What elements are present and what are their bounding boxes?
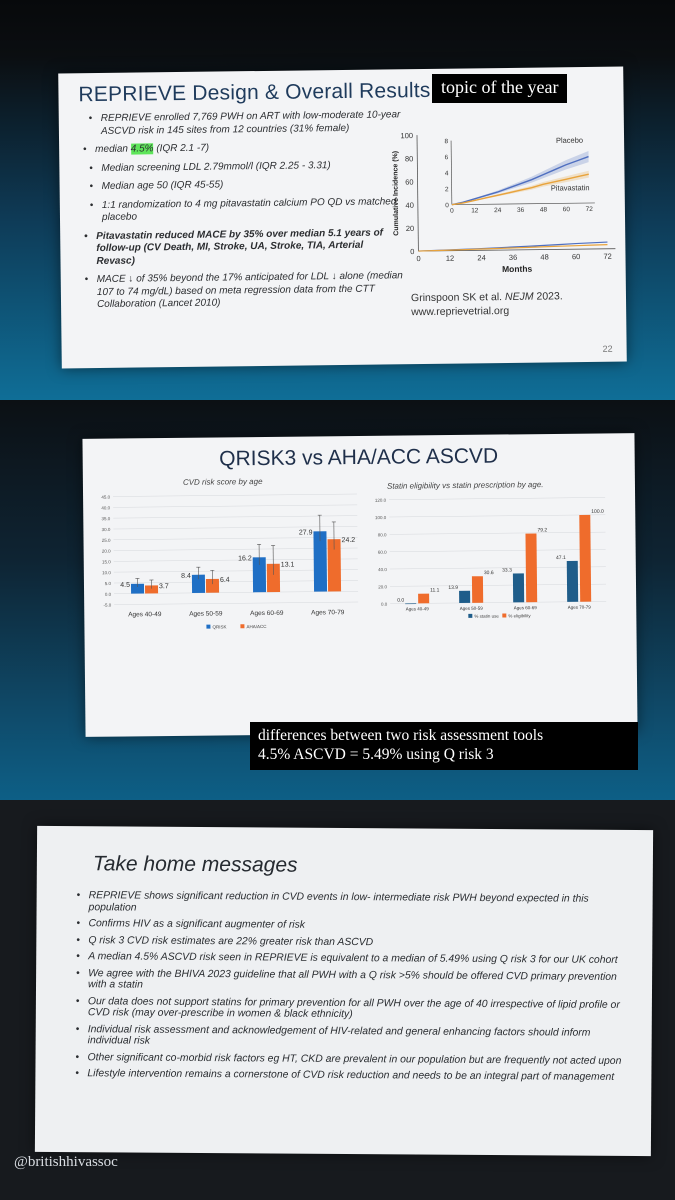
bar--eligibility [579, 515, 591, 602]
x-axis-label: Months [501, 263, 533, 275]
bar--statin-use [405, 603, 416, 604]
gridline [113, 494, 357, 497]
y-tick-label: 100.0 [375, 515, 387, 521]
legend-label: % eligibility [508, 613, 531, 619]
citation-url: www.reprievetrial.org [411, 304, 510, 319]
gridline [389, 515, 605, 517]
inset-background [451, 139, 595, 205]
data-label: 79.2 [537, 527, 548, 534]
data-label: 3.7 [158, 583, 169, 591]
slide-qrisk [82, 433, 637, 737]
y-tick-label: 60.0 [377, 549, 387, 555]
inset-y-tick-label: 6 [444, 154, 449, 162]
x-tick-label: 24 [477, 253, 486, 263]
legend-swatch [502, 613, 506, 617]
series-label-placebo: Placebo [555, 135, 584, 145]
list-item: • Q risk 3 CVD risk estimates are 22% greater risk than ASCVD [76, 935, 636, 950]
list-item: • REPRIEVE shows significant reduction in CVD events in low- intermediate risk PWH beyond expected in this population [77, 890, 637, 917]
legend-label: % statin use [474, 613, 499, 619]
category-label: Ages 40-49 [405, 606, 429, 612]
median-prefix: median [95, 143, 131, 156]
inset-y-tick-label: 0 [445, 202, 449, 210]
data-label: 100.0 [591, 508, 604, 515]
y-tick-label: 20 [405, 223, 415, 234]
reprieve-bullets [83, 109, 405, 317]
slide-reprieve [58, 67, 627, 369]
inset-x-tick-label: 72 [585, 205, 593, 214]
category-label: Ages 60-69 [250, 609, 284, 618]
bar--eligibility [418, 594, 429, 604]
bar--statin-use [513, 573, 524, 602]
data-label: 6.4 [219, 576, 230, 584]
gridline [114, 602, 358, 605]
inset-x-tick-label: 24 [494, 207, 502, 215]
legend-label: QRISK [212, 624, 227, 630]
y-tick-label: 20.0 [378, 584, 388, 590]
y-tick-label: 15.0 [101, 559, 111, 565]
inset-x-tick-label: 60 [562, 206, 570, 214]
y-tick-label: 40.0 [378, 567, 387, 573]
y-axis [417, 135, 418, 251]
data-label: 0.0 [397, 597, 405, 604]
bar--statin-use [459, 591, 470, 603]
y-tick-label: 0.0 [104, 591, 112, 597]
gridline [113, 505, 357, 508]
category-label: Ages 70-79 [311, 609, 345, 617]
y-tick-label: 120.0 [374, 497, 387, 503]
y-tick-label: 30.0 [101, 527, 111, 533]
gridline [390, 549, 606, 551]
list-item: • Lifestyle intervention remains a cornerstone of CVD risk reduction and needs to be an integral part of management [75, 1068, 635, 1083]
category-label: Ages 40-49 [128, 611, 162, 619]
list-item: • MACE ↓ of 35% beyond the 17% anticipated for LDL ↓ alone (median 107 to 74 mg/dL) based on meta regression data from the CTT Collaboration (Lancet 2010) [85, 270, 405, 311]
list-item: • Our data does not support statins for primary prevention for all PWH over the age of 40 irrespective of lipid profile or CVD risk (may over-prescribe in women & black ethnicity) [76, 996, 636, 1023]
list-item-median [83, 140, 403, 156]
y-tick-label: 80.0 [377, 532, 387, 538]
x-tick-label: 36 [508, 252, 518, 262]
list-item: • Median age 50 (IQR 45-55) [84, 177, 404, 193]
x-tick-label: 48 [540, 252, 549, 262]
y-tick-label: 10.0 [102, 570, 111, 576]
inset-x-tick-label: 48 [539, 206, 548, 214]
bar--statin-use [567, 561, 578, 602]
legend-label: AHA/ACC [246, 623, 267, 630]
gridline [113, 516, 357, 519]
category-label: Ages 70-79 [567, 604, 591, 610]
panel-take-home [0, 800, 675, 1200]
gridline [113, 526, 357, 529]
list-item: • Median screening LDL 2.79mmol/l (IQR 2.25 - 3.31) [83, 159, 403, 175]
list-item: • A median 4.5% ASCVD risk seen in REPRIEVE is equivalent to a median of 5.49% using Q risk 3 for our UK cohort [76, 951, 636, 966]
panel-reprieve [0, 0, 675, 400]
category-label: Ages 60-69 [513, 605, 537, 611]
list-item: • We agree with the BHIVA 2023 guideline that all PWH with a Q risk >5% should be offered CVD primary prevention with a statin [76, 968, 636, 995]
median-suffix: (IQR 2.1 -7) [153, 142, 210, 155]
slide-title: REPRIEVE Design & Overall Results [78, 78, 431, 107]
caption-line-1: differences between two risk assessment tools [258, 727, 544, 744]
y-tick-label: 20.0 [101, 548, 111, 554]
story-caption: topic of the year [432, 74, 567, 103]
data-label: 11.1 [430, 587, 440, 594]
list-item: • Individual risk assessment and acknowledgement of HIV-related and general enhancing factors should inform individual risk [76, 1024, 636, 1051]
y-tick-label: 0 [410, 247, 415, 257]
data-label: 24.2 [341, 536, 356, 545]
y-tick-label: 60 [405, 177, 414, 187]
slide-title: Take home messages [92, 852, 298, 877]
story-caption [250, 722, 638, 770]
x-tick-label: 72 [603, 251, 612, 261]
citation [411, 289, 563, 319]
account-handle[interactable]: @britishhivassoc [14, 1154, 118, 1170]
data-label: 27.9 [298, 529, 313, 537]
list-item: • 1:1 randomization to 4 mg pitavastatin calcium PO QD vs matched placebo [84, 196, 404, 225]
legend-swatch [206, 625, 210, 629]
list-item: • REPRIEVE enrolled 7,769 PWH on ART with low-moderate 10-year ASCVD risk in 145 sites from 12 countries (31% female) [83, 109, 403, 138]
y-tick-label: 0.0 [380, 601, 388, 607]
category-label: Ages 50-59 [459, 605, 483, 611]
legend-swatch [468, 614, 472, 618]
cvd-risk-bar-chart [91, 488, 365, 636]
slide-title: QRISK3 vs AHA/ACC ASCVD [219, 444, 499, 471]
legend-swatch [240, 624, 244, 628]
y-tick-label: 5.0 [104, 581, 111, 587]
data-label: 13.9 [448, 584, 459, 592]
take-home-bullets [75, 890, 636, 1088]
slide-take-home [35, 826, 653, 1156]
data-label: 4.5 [120, 581, 131, 589]
category-label: Ages 50-59 [189, 610, 223, 618]
list-item: • Other significant co-morbid risk factors eg HT, CKD are prevalent in our population but are frequently not acted upon [75, 1052, 635, 1067]
data-label: 30.6 [483, 570, 494, 577]
data-label: 47.1 [555, 555, 566, 562]
y-tick-label: 25.0 [101, 537, 111, 543]
data-label: 13.1 [280, 561, 295, 569]
x-tick-label: 60 [571, 252, 581, 262]
chart-title-statin: Statin eligibility vs statin prescription by age. [386, 480, 544, 491]
y-axis-label: Cumulative Incidence (%) [392, 150, 401, 236]
y-tick-label: 40.0 [101, 505, 111, 511]
citation-year: 2023. [533, 290, 563, 303]
x-tick-label: 12 [445, 253, 455, 263]
inset-y-tick-label: 4 [444, 170, 449, 178]
y-tick-label: 35.0 [101, 516, 111, 522]
caption-line-2: 4.5% ASCVD = 5.49% using Q risk 3 [258, 746, 494, 763]
highlighted-median: 4.5% [130, 143, 154, 155]
bar--eligibility [472, 576, 483, 603]
citation-journal: NEJM [504, 290, 534, 304]
inset-x-tick-label: 36 [516, 206, 525, 214]
y-tick-label: 45.0 [101, 494, 111, 500]
y-tick-label: 40 [405, 200, 414, 210]
statin-bar-chart [369, 491, 615, 624]
inset-x-tick-label: 12 [471, 207, 479, 215]
inset-y-tick-label: 8 [444, 138, 449, 146]
data-label: 33.3 [502, 567, 512, 574]
inset-y-tick-label: 2 [445, 186, 449, 194]
gridline [389, 497, 605, 499]
list-item: • Confirms HIV as a significant augmenter of risk [76, 918, 636, 933]
data-label: 8.4 [181, 572, 191, 580]
y-tick-label: 80 [404, 154, 414, 164]
km-curve-chart [389, 125, 626, 278]
y-tick-label: 100 [400, 131, 414, 141]
citation-authors: Grinspoon SK et al. [410, 291, 506, 305]
gridline [389, 532, 605, 534]
series-label-pitavastatin: Pitavastatin [550, 183, 590, 193]
x-tick-label: 0 [416, 254, 421, 264]
chart-title-cvd: CVD risk score by age [182, 477, 263, 487]
data-label: 16.2 [238, 555, 252, 563]
list-item: • Pitavastatin reduced MACE by 35% over median 5.1 years of follow-up (CV Death, MI, Stroke, UA, Stroke, TIA, Arterial Revasc) [84, 227, 404, 268]
slide-number: 22 [602, 343, 613, 354]
bar--eligibility [525, 534, 537, 603]
y-tick-label: -5.0 [103, 602, 112, 608]
inset-x-tick-label: 0 [450, 207, 454, 215]
panel-qrisk [0, 400, 675, 800]
